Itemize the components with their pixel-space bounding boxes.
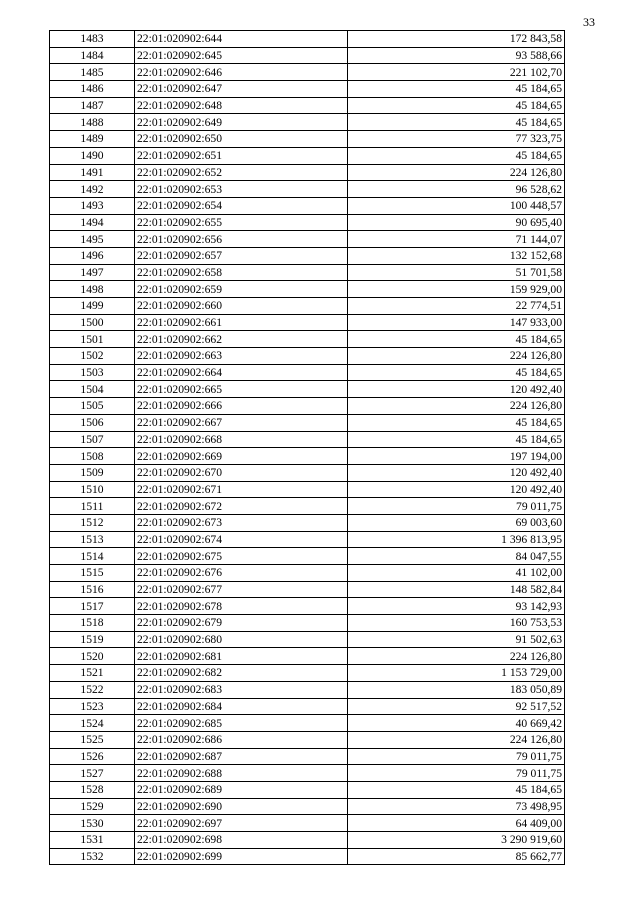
cadastral-value-cell: 71 144,07 xyxy=(348,231,565,248)
cadastral-number-cell: 22:01:020902:697 xyxy=(135,815,348,832)
row-number-cell: 1520 xyxy=(50,648,135,665)
cadastral-value-cell: 90 695,40 xyxy=(348,214,565,231)
cadastral-value-cell: 147 933,00 xyxy=(348,314,565,331)
cadastral-number-cell: 22:01:020902:671 xyxy=(135,481,348,498)
cadastral-value-cell: 159 929,00 xyxy=(348,281,565,298)
cadastral-value-cell: 84 047,55 xyxy=(348,548,565,565)
cadastral-number-cell: 22:01:020902:649 xyxy=(135,114,348,131)
cadastral-number-cell: 22:01:020902:646 xyxy=(135,64,348,81)
cadastral-value-cell: 77 323,75 xyxy=(348,131,565,148)
cadastral-number-cell: 22:01:020902:663 xyxy=(135,348,348,365)
cadastral-number-cell: 22:01:020902:685 xyxy=(135,715,348,732)
cadastral-value-cell: 120 492,40 xyxy=(348,481,565,498)
cadastral-value-cell: 79 011,75 xyxy=(348,498,565,515)
row-number-cell: 1500 xyxy=(50,314,135,331)
table-row xyxy=(50,848,565,865)
row-number-cell: 1511 xyxy=(50,498,135,515)
cadastral-number-cell: 22:01:020902:683 xyxy=(135,681,348,698)
table-row xyxy=(50,514,565,531)
cadastral-value-cell: 221 102,70 xyxy=(348,64,565,81)
row-number-cell: 1529 xyxy=(50,798,135,815)
table-row xyxy=(50,414,565,431)
table-row xyxy=(50,765,565,782)
table-row xyxy=(50,47,565,64)
cadastral-number-cell: 22:01:020902:686 xyxy=(135,731,348,748)
row-number-cell: 1486 xyxy=(50,81,135,98)
cadastral-value-cell: 224 126,80 xyxy=(348,398,565,415)
table-row xyxy=(50,698,565,715)
row-number-cell: 1519 xyxy=(50,631,135,648)
table-row xyxy=(50,181,565,198)
cadastral-value-cell: 45 184,65 xyxy=(348,781,565,798)
cadastral-value-cell: 172 843,58 xyxy=(348,31,565,48)
row-number-cell: 1518 xyxy=(50,615,135,632)
table-row xyxy=(50,581,565,598)
cadastral-number-cell: 22:01:020902:684 xyxy=(135,698,348,715)
cadastral-number-cell: 22:01:020902:679 xyxy=(135,615,348,632)
cadastral-value-cell: 45 184,65 xyxy=(348,81,565,98)
cadastral-value-cell: 160 753,53 xyxy=(348,615,565,632)
table-row xyxy=(50,548,565,565)
table-row xyxy=(50,498,565,515)
cadastral-number-cell: 22:01:020902:690 xyxy=(135,798,348,815)
cadastral-value-cell: 224 126,80 xyxy=(348,648,565,665)
table-row xyxy=(50,348,565,365)
cadastral-value-cell: 73 498,95 xyxy=(348,798,565,815)
table-row xyxy=(50,798,565,815)
cadastral-value-cell: 224 126,80 xyxy=(348,164,565,181)
cadastral-number-cell: 22:01:020902:648 xyxy=(135,97,348,114)
cadastral-value-cell: 93 142,93 xyxy=(348,598,565,615)
row-number-cell: 1484 xyxy=(50,47,135,64)
cadastral-number-cell: 22:01:020902:656 xyxy=(135,231,348,248)
row-number-cell: 1527 xyxy=(50,765,135,782)
row-number-cell: 1504 xyxy=(50,381,135,398)
row-number-cell: 1499 xyxy=(50,298,135,315)
row-number-cell: 1515 xyxy=(50,565,135,582)
cadastral-number-cell: 22:01:020902:657 xyxy=(135,247,348,264)
row-number-cell: 1496 xyxy=(50,247,135,264)
table-row xyxy=(50,464,565,481)
cadastral-number-cell: 22:01:020902:661 xyxy=(135,314,348,331)
cadastral-number-cell: 22:01:020902:652 xyxy=(135,164,348,181)
cadastral-number-cell: 22:01:020902:660 xyxy=(135,298,348,315)
row-number-cell: 1494 xyxy=(50,214,135,231)
cadastral-value-cell: 45 184,65 xyxy=(348,114,565,131)
row-number-cell: 1514 xyxy=(50,548,135,565)
cadastral-value-cell: 92 517,52 xyxy=(348,698,565,715)
cadastral-value-cell: 3 290 919,60 xyxy=(348,832,565,849)
cadastral-number-cell: 22:01:020902:647 xyxy=(135,81,348,98)
table-row xyxy=(50,381,565,398)
cadastral-value-cell: 64 409,00 xyxy=(348,815,565,832)
table-row xyxy=(50,631,565,648)
table-row xyxy=(50,97,565,114)
table-row xyxy=(50,314,565,331)
table-row xyxy=(50,665,565,682)
row-number-cell: 1517 xyxy=(50,598,135,615)
table-row xyxy=(50,164,565,181)
row-number-cell: 1530 xyxy=(50,815,135,832)
cadastral-value-cell: 148 582,84 xyxy=(348,581,565,598)
table-row xyxy=(50,781,565,798)
table-row xyxy=(50,748,565,765)
row-number-cell: 1502 xyxy=(50,348,135,365)
cadastral-number-cell: 22:01:020902:662 xyxy=(135,331,348,348)
cadastral-value-cell: 40 669,42 xyxy=(348,715,565,732)
table-row xyxy=(50,64,565,81)
table-row xyxy=(50,648,565,665)
cadastral-number-cell: 22:01:020902:653 xyxy=(135,181,348,198)
cadastral-value-cell: 79 011,75 xyxy=(348,765,565,782)
table-row xyxy=(50,114,565,131)
table-row xyxy=(50,31,565,48)
cadastral-number-cell: 22:01:020902:699 xyxy=(135,848,348,865)
table-row xyxy=(50,731,565,748)
cadastral-number-cell: 22:01:020902:689 xyxy=(135,781,348,798)
table-row xyxy=(50,214,565,231)
row-number-cell: 1491 xyxy=(50,164,135,181)
cadastral-number-cell: 22:01:020902:678 xyxy=(135,598,348,615)
cadastral-number-cell: 22:01:020902:681 xyxy=(135,648,348,665)
cadastral-number-cell: 22:01:020902:674 xyxy=(135,531,348,548)
row-number-cell: 1526 xyxy=(50,748,135,765)
cadastral-value-cell: 120 492,40 xyxy=(348,381,565,398)
table-row xyxy=(50,264,565,281)
cadastral-value-cell: 197 194,00 xyxy=(348,448,565,465)
table-row xyxy=(50,481,565,498)
cadastral-value-table xyxy=(49,30,565,865)
cadastral-number-cell: 22:01:020902:687 xyxy=(135,748,348,765)
cadastral-number-cell: 22:01:020902:682 xyxy=(135,665,348,682)
cadastral-number-cell: 22:01:020902:659 xyxy=(135,281,348,298)
table-row xyxy=(50,247,565,264)
table-row xyxy=(50,197,565,214)
table-row xyxy=(50,81,565,98)
row-number-cell: 1521 xyxy=(50,665,135,682)
cadastral-number-cell: 22:01:020902:668 xyxy=(135,431,348,448)
table-row xyxy=(50,531,565,548)
table-row xyxy=(50,598,565,615)
cadastral-value-cell: 45 184,65 xyxy=(348,431,565,448)
row-number-cell: 1512 xyxy=(50,514,135,531)
cadastral-value-cell: 132 152,68 xyxy=(348,247,565,264)
row-number-cell: 1505 xyxy=(50,398,135,415)
cadastral-number-cell: 22:01:020902:658 xyxy=(135,264,348,281)
row-number-cell: 1493 xyxy=(50,197,135,214)
cadastral-value-cell: 41 102,00 xyxy=(348,565,565,582)
table-row xyxy=(50,364,565,381)
row-number-cell: 1501 xyxy=(50,331,135,348)
cadastral-value-cell: 45 184,65 xyxy=(348,97,565,114)
cadastral-number-cell: 22:01:020902:675 xyxy=(135,548,348,565)
row-number-cell: 1523 xyxy=(50,698,135,715)
cadastral-number-cell: 22:01:020902:645 xyxy=(135,47,348,64)
cadastral-value-cell: 183 050,89 xyxy=(348,681,565,698)
row-number-cell: 1525 xyxy=(50,731,135,748)
cadastral-number-cell: 22:01:020902:688 xyxy=(135,765,348,782)
row-number-cell: 1497 xyxy=(50,264,135,281)
row-number-cell: 1483 xyxy=(50,31,135,48)
cadastral-value-cell: 120 492,40 xyxy=(348,464,565,481)
cadastral-number-cell: 22:01:020902:669 xyxy=(135,448,348,465)
cadastral-value-cell: 45 184,65 xyxy=(348,331,565,348)
row-number-cell: 1485 xyxy=(50,64,135,81)
table-row xyxy=(50,715,565,732)
row-number-cell: 1507 xyxy=(50,431,135,448)
table-row xyxy=(50,398,565,415)
cadastral-number-cell: 22:01:020902:665 xyxy=(135,381,348,398)
table-row xyxy=(50,331,565,348)
table-row xyxy=(50,131,565,148)
row-number-cell: 1495 xyxy=(50,231,135,248)
cadastral-number-cell: 22:01:020902:664 xyxy=(135,364,348,381)
cadastral-value-cell: 1 153 729,00 xyxy=(348,665,565,682)
cadastral-value-cell: 96 528,62 xyxy=(348,181,565,198)
table-row xyxy=(50,431,565,448)
row-number-cell: 1508 xyxy=(50,448,135,465)
cadastral-value-cell: 51 701,58 xyxy=(348,264,565,281)
row-number-cell: 1503 xyxy=(50,364,135,381)
row-number-cell: 1532 xyxy=(50,848,135,865)
row-number-cell: 1531 xyxy=(50,832,135,849)
page-number: 33 xyxy=(583,15,595,29)
cadastral-number-cell: 22:01:020902:651 xyxy=(135,147,348,164)
cadastral-value-cell: 91 502,63 xyxy=(348,631,565,648)
cadastral-value-cell: 45 184,65 xyxy=(348,364,565,381)
row-number-cell: 1488 xyxy=(50,114,135,131)
cadastral-value-cell: 1 396 813,95 xyxy=(348,531,565,548)
table-row xyxy=(50,147,565,164)
cadastral-number-cell: 22:01:020902:666 xyxy=(135,398,348,415)
cadastral-value-cell: 69 003,60 xyxy=(348,514,565,531)
cadastral-number-cell: 22:01:020902:677 xyxy=(135,581,348,598)
row-number-cell: 1516 xyxy=(50,581,135,598)
cadastral-number-cell: 22:01:020902:655 xyxy=(135,214,348,231)
table-row xyxy=(50,231,565,248)
row-number-cell: 1487 xyxy=(50,97,135,114)
row-number-cell: 1528 xyxy=(50,781,135,798)
table-row xyxy=(50,298,565,315)
table-row xyxy=(50,615,565,632)
cadastral-number-cell: 22:01:020902:672 xyxy=(135,498,348,515)
table-row xyxy=(50,832,565,849)
table-row xyxy=(50,565,565,582)
cadastral-value-cell: 45 184,65 xyxy=(348,414,565,431)
row-number-cell: 1490 xyxy=(50,147,135,164)
row-number-cell: 1506 xyxy=(50,414,135,431)
cadastral-number-cell: 22:01:020902:680 xyxy=(135,631,348,648)
cadastral-value-cell: 224 126,80 xyxy=(348,731,565,748)
row-number-cell: 1524 xyxy=(50,715,135,732)
cadastral-number-cell: 22:01:020902:673 xyxy=(135,514,348,531)
cadastral-number-cell: 22:01:020902:654 xyxy=(135,197,348,214)
row-number-cell: 1509 xyxy=(50,464,135,481)
row-number-cell: 1522 xyxy=(50,681,135,698)
cadastral-value-cell: 79 011,75 xyxy=(348,748,565,765)
row-number-cell: 1510 xyxy=(50,481,135,498)
table-row xyxy=(50,815,565,832)
cadastral-number-cell: 22:01:020902:667 xyxy=(135,414,348,431)
cadastral-value-cell: 45 184,65 xyxy=(348,147,565,164)
table-row xyxy=(50,281,565,298)
cadastral-number-cell: 22:01:020902:650 xyxy=(135,131,348,148)
cadastral-value-cell: 85 662,77 xyxy=(348,848,565,865)
cadastral-value-cell: 93 588,66 xyxy=(348,47,565,64)
row-number-cell: 1492 xyxy=(50,181,135,198)
cadastral-number-cell: 22:01:020902:676 xyxy=(135,565,348,582)
cadastral-value-cell: 224 126,80 xyxy=(348,348,565,365)
table-body xyxy=(50,31,565,865)
row-number-cell: 1513 xyxy=(50,531,135,548)
cadastral-number-cell: 22:01:020902:670 xyxy=(135,464,348,481)
cadastral-value-cell: 100 448,57 xyxy=(348,197,565,214)
row-number-cell: 1489 xyxy=(50,131,135,148)
cadastral-number-cell: 22:01:020902:698 xyxy=(135,832,348,849)
table-row xyxy=(50,448,565,465)
cadastral-number-cell: 22:01:020902:644 xyxy=(135,31,348,48)
row-number-cell: 1498 xyxy=(50,281,135,298)
cadastral-value-cell: 22 774,51 xyxy=(348,298,565,315)
table-row xyxy=(50,681,565,698)
